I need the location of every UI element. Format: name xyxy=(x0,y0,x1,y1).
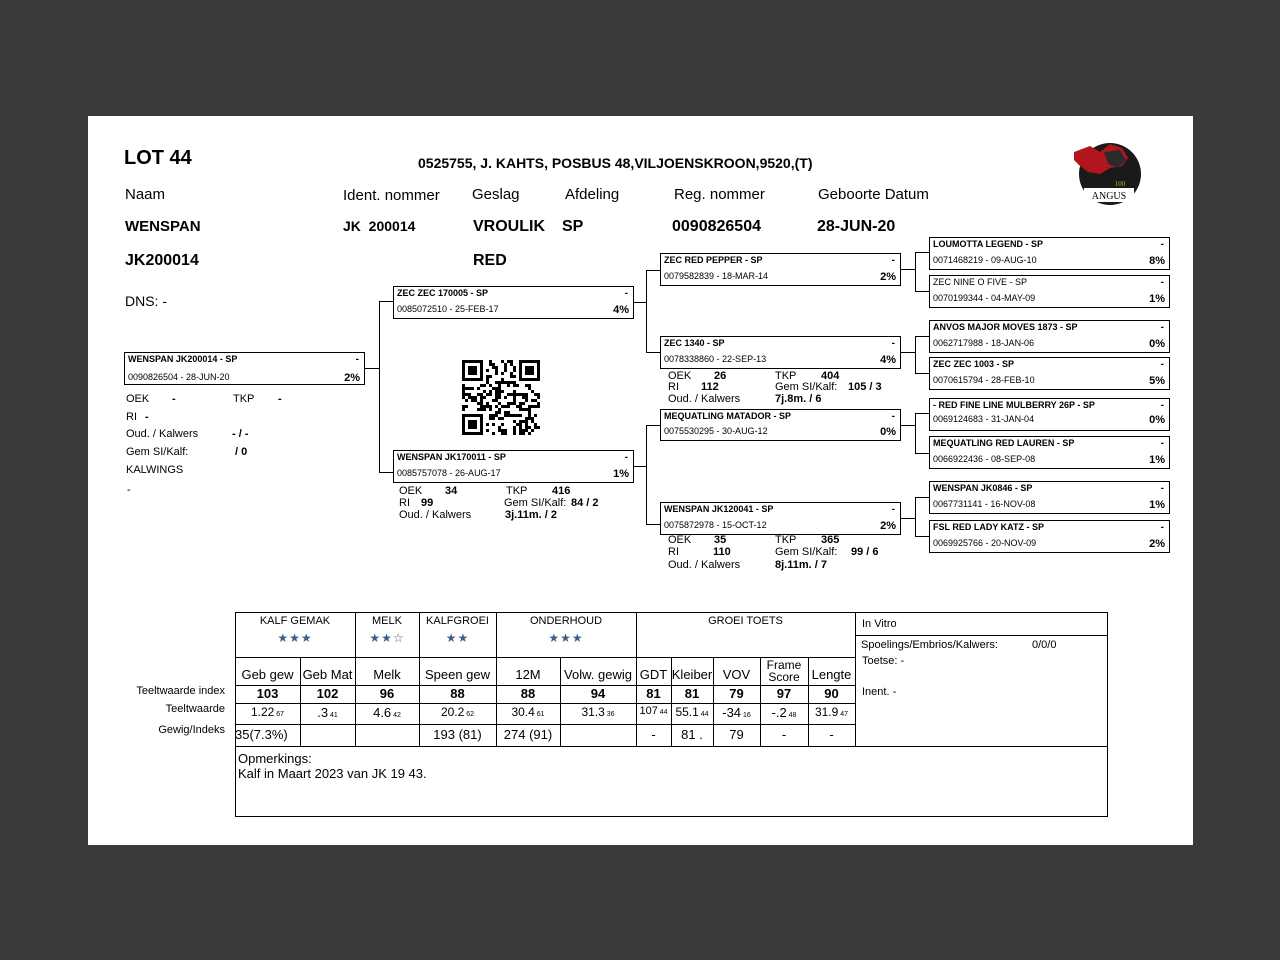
teeltwaarde-value: 20.2 62 xyxy=(440,705,475,719)
teeltwaarde-value: 107 44 xyxy=(639,705,668,717)
animal-ri-label: RI xyxy=(126,411,137,423)
gewig-value: 274 (91) xyxy=(503,727,553,742)
animal-tkp-label: TKP xyxy=(233,393,255,405)
dam-dash: - xyxy=(624,452,628,463)
remarks-label: Opmerkings: xyxy=(238,751,312,766)
gp2-tkp: 404 xyxy=(821,370,840,382)
ggp6-id: 0066922436 - 08-SEP-08 xyxy=(933,454,1036,464)
col-header: 12M xyxy=(515,667,541,682)
index-value: 81 xyxy=(646,686,661,701)
sire-name: ZEC ZEC 170005 - SP xyxy=(397,288,489,298)
pedigree-dam xyxy=(393,450,634,483)
index-value: 79 xyxy=(729,686,744,701)
gp4-id: 0075872978 - 15-OCT-12 xyxy=(664,520,767,530)
gp4-gem: 99 / 6 xyxy=(851,546,879,558)
gp4-name: WENSPAN JK120041 - SP xyxy=(664,504,774,514)
toetse: Toetse: - xyxy=(862,655,905,667)
gp2-pct: 4% xyxy=(880,354,896,366)
ggp8-dash: - xyxy=(1160,522,1164,533)
teeltwaarde-value: 1.22 67 xyxy=(250,705,285,719)
ggp7-id: 0067731141 - 16-NOV-08 xyxy=(933,499,1036,509)
svg-text:ANGUS: ANGUS xyxy=(1091,191,1127,202)
ggp8-name: FSL RED LADY KATZ - SP xyxy=(933,522,1045,532)
svg-text:100: 100 xyxy=(1114,180,1126,188)
pedigree-grandparent-3 xyxy=(660,409,901,441)
col-header: Melk xyxy=(373,667,401,682)
index-value: 103 xyxy=(256,686,279,701)
dam-gem-label: Gem SI/Kalf: xyxy=(504,497,567,509)
teeltwaarde-value: 4.6 42 xyxy=(373,705,401,720)
teeltwaarde-value: .3 41 xyxy=(317,705,338,720)
gewig-value: 35(7.3%) xyxy=(235,727,288,742)
ggp4-name: ZEC ZEC 1003 - SP xyxy=(933,359,1015,369)
ggp4-dash: - xyxy=(1160,359,1164,370)
ggp3-dash: - xyxy=(1160,322,1164,333)
dam-pct: 1% xyxy=(613,468,629,480)
animal-oek: - xyxy=(172,393,176,405)
pedigree-ggp-5 xyxy=(929,398,1170,431)
gp2-gem-label: Gem SI/Kalf: xyxy=(775,381,838,393)
col-header: Volw. gewig xyxy=(564,667,632,682)
sire-id: 0085072510 - 25-FEB-17 xyxy=(397,304,499,314)
animal-oud: - / - xyxy=(232,428,249,440)
col-header: Kleiber xyxy=(671,667,713,682)
pedigree-sire xyxy=(393,286,634,319)
rating-stars: ★★ xyxy=(445,631,470,645)
pedigree-animal xyxy=(124,352,365,385)
birth-date: 28-JUN-20 xyxy=(817,218,896,235)
label-afdeling: Afdeling xyxy=(565,186,620,203)
group-header: GROEI TOETS xyxy=(708,615,783,627)
label-reg: Reg. nommer xyxy=(674,186,765,203)
gp1-pct: 2% xyxy=(880,271,896,283)
rating-stars: ★★★ xyxy=(548,631,584,645)
col-header: Speen gew xyxy=(424,667,491,682)
col-header: Geb gew xyxy=(241,667,294,682)
gp2-id: 0078338860 - 22-SEP-13 xyxy=(664,354,767,364)
index-value: 88 xyxy=(450,686,465,701)
sire-dash: - xyxy=(624,288,628,299)
spoelings-value: 0/0/0 xyxy=(1032,639,1057,651)
sire-pct: 4% xyxy=(613,304,629,316)
inent: Inent. - xyxy=(862,686,897,698)
col-header: GDT xyxy=(639,667,668,682)
dam-oek-label: OEK xyxy=(399,485,423,497)
pedigree-ggp-1 xyxy=(929,237,1170,270)
dam-ri-label: RI xyxy=(399,497,410,509)
gp2-oek: 26 xyxy=(714,370,727,382)
gp1-dash: - xyxy=(891,255,895,266)
pedigree-ggp-3 xyxy=(929,320,1170,353)
gewig-value: - xyxy=(829,727,834,742)
gp4-gem-label: Gem SI/Kalf: xyxy=(775,546,838,558)
gewig-value: 193 (81) xyxy=(433,727,482,742)
animal-gem-label: Gem SI/Kalf: xyxy=(126,446,189,458)
gewig-value: - xyxy=(651,727,656,742)
lot-number: LOT 44 xyxy=(124,147,192,169)
gp2-dash: - xyxy=(891,338,895,349)
ggp8-pct: 2% xyxy=(1149,538,1165,550)
animal-gem: / 0 xyxy=(235,446,248,458)
gp3-pct: 0% xyxy=(880,426,896,438)
ggp5-name: - RED FINE LINE MULBERRY 26P - SP xyxy=(933,400,1095,410)
col-header: Lengte xyxy=(811,667,852,682)
pedigree-ggp-4 xyxy=(929,357,1170,390)
ggp1-name: LOUMOTTA LEGEND - SP xyxy=(933,239,1043,249)
gewig-value: - xyxy=(781,727,787,742)
gp3-id: 0075530295 - 30-AUG-12 xyxy=(664,426,768,436)
ggp7-name: WENSPAN JK0846 - SP xyxy=(933,483,1033,493)
label-geslag: Geslag xyxy=(472,186,520,203)
label-ident: Ident. nommer xyxy=(343,187,440,204)
ggp7-pct: 1% xyxy=(1149,499,1165,511)
teeltwaarde-value: 30.4 61 xyxy=(511,705,545,719)
group-header: MELK xyxy=(372,615,402,627)
gp3-name: MEQUATLING MATADOR - SP xyxy=(664,411,791,421)
index-value: 94 xyxy=(590,686,606,701)
lot-sheet xyxy=(88,116,1193,845)
angus-logo xyxy=(1070,138,1142,208)
spoelings-label: Spoelings/Embrios/Kalwers: xyxy=(861,639,998,651)
rating-stars: ★★☆ xyxy=(369,631,405,645)
dam-tkp: 416 xyxy=(552,485,571,497)
animal-ri: - xyxy=(145,411,149,423)
teeltwaarde-value: -.2 48 xyxy=(771,705,797,720)
row-label-index: Teeltwaarde index xyxy=(136,685,225,697)
dam-gem: 84 / 2 xyxy=(571,497,599,509)
gp2-name: ZEC 1340 - SP xyxy=(664,338,725,348)
animal-box-pct: 2% xyxy=(344,372,360,384)
row-label-teeltwaarde: Teeltwaarde xyxy=(165,703,225,715)
gp2-oud: 7j.8m. / 6 xyxy=(775,393,822,405)
ggp8-id: 0069925766 - 20-NOV-09 xyxy=(933,538,1037,548)
tattoo: JK200014 xyxy=(125,252,199,269)
ggp7-dash: - xyxy=(1160,483,1164,494)
sex: VROULIK xyxy=(473,218,545,235)
ggp5-id: 0069124683 - 31-JAN-04 xyxy=(933,414,1035,424)
animal-oek-label: OEK xyxy=(126,393,150,405)
gp2-ri-label: RI xyxy=(668,381,679,393)
gewig-value: 81 . xyxy=(681,727,703,742)
gp4-dash: - xyxy=(891,504,895,515)
dam-oud-label: Oud. / Kalwers xyxy=(399,509,472,521)
ggp1-dash: - xyxy=(1160,239,1164,250)
ggp3-id: 0062717988 - 18-JAN-06 xyxy=(933,338,1035,348)
ident-number: JK 200014 xyxy=(343,218,416,234)
gp2-tkp-label: TKP xyxy=(775,370,797,382)
col-header: Geb Mat xyxy=(302,667,353,682)
kalwings-label: KALWINGS xyxy=(126,464,184,476)
gp4-oud-label: Oud. / Kalwers xyxy=(668,559,741,571)
teeltwaarde-value: -34 16 xyxy=(722,705,751,720)
pedigree-grandparent-1 xyxy=(660,253,901,286)
animal-box-name: WENSPAN JK200014 - SP xyxy=(128,354,238,364)
pedigree-grandparent-2 xyxy=(660,336,901,369)
gp3-dash: - xyxy=(891,411,895,422)
teeltwaarde-value: 31.3 36 xyxy=(581,705,615,719)
animal-box-dash: - xyxy=(355,354,359,365)
ggp4-id: 0070615794 - 28-FEB-10 xyxy=(933,375,1035,385)
animal-name: WENSPAN xyxy=(125,218,201,235)
ggp2-id: 0070199344 - 04-MAY-09 xyxy=(933,293,1036,303)
gp2-oek-label: OEK xyxy=(668,370,692,382)
gp4-oud: 8j.11m. / 7 xyxy=(775,559,827,571)
gp4-tkp-label: TKP xyxy=(775,534,797,546)
gp1-id: 0079582839 - 18-MAR-14 xyxy=(664,271,769,281)
pedigree-ggp-6 xyxy=(929,436,1170,469)
index-value: 97 xyxy=(776,686,792,701)
ggp5-pct: 0% xyxy=(1149,414,1165,426)
ggp6-pct: 1% xyxy=(1149,454,1165,466)
gp4-ri: 110 xyxy=(713,546,731,558)
gp4-oek: 35 xyxy=(714,534,727,546)
rating-stars: ★★★ xyxy=(277,631,313,645)
gp4-tkp: 365 xyxy=(821,534,840,546)
ggp1-pct: 8% xyxy=(1149,255,1165,267)
dam-tkp-label: TKP xyxy=(506,485,528,497)
dam-name: WENSPAN JK170011 - SP xyxy=(397,452,506,462)
animal-oud-label: Oud. / Kalwers xyxy=(126,428,199,440)
invitro-title: In Vitro xyxy=(862,618,897,630)
animal-tkp: - xyxy=(278,393,282,405)
pedigree-grandparent-4 xyxy=(660,502,901,535)
remarks-text: Kalf in Maart 2023 van JK 19 43. xyxy=(238,766,427,781)
kalwings-value: - xyxy=(127,484,131,496)
dns: DNS: - xyxy=(125,293,167,309)
dam-ri: 99 xyxy=(421,497,434,509)
index-value: 81 xyxy=(684,686,700,701)
reg-number: 0090826504 xyxy=(672,218,761,235)
gp4-oek-label: OEK xyxy=(668,534,692,546)
gp4-pct: 2% xyxy=(880,520,896,532)
gp2-oud-label: Oud. / Kalwers xyxy=(668,393,741,405)
animal-box-id: 0090826504 - 28-JUN-20 xyxy=(128,372,230,382)
ggp2-dash: - xyxy=(1160,277,1164,288)
ggp3-name: ANVOS MAJOR MOVES 1873 - SP xyxy=(933,322,1078,332)
dam-id: 0085757078 - 26-AUG-17 xyxy=(397,468,501,478)
gp2-gem: 105 / 3 xyxy=(848,381,882,393)
pedigree-ggp-7 xyxy=(929,481,1170,514)
ggp6-dash: - xyxy=(1160,438,1164,449)
breeder-address: 0525755, J. KAHTS, POSBUS 48,VILJOENSKROON,9520,(T) xyxy=(418,155,813,171)
ggp3-pct: 0% xyxy=(1149,338,1165,350)
index-value: 96 xyxy=(379,686,395,701)
group-header: KALFGROEI xyxy=(426,615,489,627)
gp1-name: ZEC RED PEPPER - SP xyxy=(664,255,763,265)
ggp6-name: MEQUATLING RED LAUREN - SP xyxy=(933,438,1075,448)
section: SP xyxy=(562,218,584,235)
col-header: VOV xyxy=(722,667,751,682)
pedigree-ggp-2 xyxy=(929,275,1170,308)
label-naam: Naam xyxy=(125,186,166,203)
gp4-ri-label: RI xyxy=(668,546,679,558)
gewig-value xyxy=(300,727,355,743)
colour: RED xyxy=(473,252,507,269)
index-value: 102 xyxy=(316,686,339,701)
gewig-value xyxy=(355,727,419,743)
label-dob: Geboorte Datum xyxy=(818,186,929,203)
ggp4-pct: 5% xyxy=(1149,375,1165,387)
col-header: Frame Score xyxy=(766,658,802,684)
pedigree-ggp-8 xyxy=(929,520,1170,553)
group-header: KALF GEMAK xyxy=(259,615,331,627)
teeltwaarde-value: 55.1 44 xyxy=(675,705,709,719)
gp2-ri: 112 xyxy=(701,381,719,393)
group-header: ONDERHOUD xyxy=(529,615,603,627)
dam-oud: 3j.11m. / 2 xyxy=(505,509,557,521)
gewig-value xyxy=(560,727,636,743)
gewig-value: 79 xyxy=(729,727,744,742)
teeltwaarde-value: 31.9 47 xyxy=(814,705,849,719)
index-value: 88 xyxy=(520,686,536,701)
dam-oek: 34 xyxy=(445,485,458,497)
ggp2-pct: 1% xyxy=(1149,293,1165,305)
qr-code xyxy=(462,360,540,435)
ggp1-id: 0071468219 - 09-AUG-10 xyxy=(933,255,1037,265)
row-label-gewig: Gewig/Indeks xyxy=(158,724,225,736)
ggp5-dash: - xyxy=(1160,400,1164,411)
index-value: 90 xyxy=(824,686,839,701)
ggp2-name: ZEC NINE O FIVE - SP xyxy=(933,277,1028,287)
